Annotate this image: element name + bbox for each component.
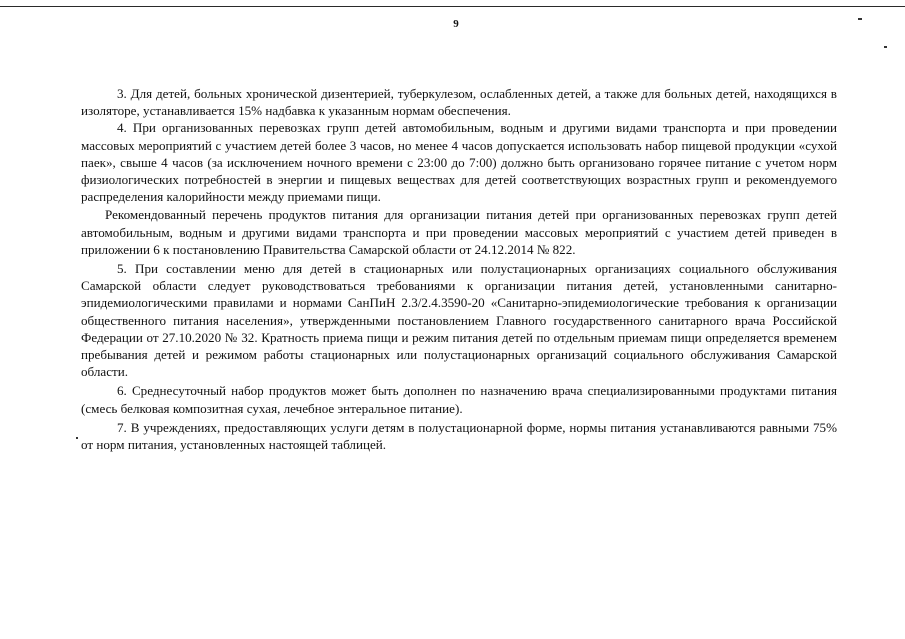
paragraph-recommended-list: Рекомендованный перечень продуктов питания для организации питания детей при организованных перевозках групп детей автомобильным, водным и другими видами транспорта и при проведении массовых мероприятий с участием детей приведен в приложении 6 к постановлению Правительства Самарской области от 24.12.2014 № 822. bbox=[81, 207, 837, 257]
paragraph-6: 6. Среднесуточный набор продуктов может быть дополнен по назначению врача специализированными продуктами питания (смесь белковая композитная сухая, лечебное энтеральное питание). bbox=[81, 383, 837, 416]
paragraph-4: 4. При организованных перевозках групп детей автомобильным, водным и другими видами транспорта и при проведении массовых мероприятий с участием детей более 3 часов, но менее 4 часов допускается использовать набор пищевой продукции «сухой паек», свыше 4 часов (за исключением ночного времени с 23:00 до 7:00) должно быть организовано горячее питание с учетом норм физиологических потребностей в энергии и пищевых веществах для детей соответствующих возрастных групп и рекомендуемого распределения калорийности между приемами пищи. bbox=[81, 120, 837, 205]
paragraph-3: 3. Для детей, больных хронической дизентерией, туберкулезом, ослабленных детей, а также для больных детей, находящихся в изоляторе, устанавливается 15% надбавка к указанным нормам обеспечения. bbox=[81, 86, 837, 119]
scan-speck bbox=[76, 437, 78, 439]
paragraph-5: 5. При составлении меню для детей в стационарных или полустационарных организациях социального обслуживания Самарской области следует руководствоваться требованиями к организации питания детей, установленными санитарно-эпидемиологическими правилами и нормами СанПиН 2.3/2.4.3590-20 «Санитарно-эпидемиологические требования к организации общественного питания населения», утвержденными постановлением Главного государственного санитарного врача Российской Федерации от 27.10.2020 № 32. Кратность приема пищи и режим питания детей по отдельным приемам пищи определяется временем пребывания детей и режимом работы стационарных или полустационарных организаций социального обслуживания Самарской области. bbox=[81, 261, 837, 380]
document-body bbox=[81, 85, 837, 453]
paragraph-7: 7. В учреждениях, предоставляющих услуги детям в полустационарной форме, нормы питания устанавливаются равными 75% от норм питания, установленных настоящей таблицей. bbox=[81, 419, 837, 453]
page-number: 9 bbox=[453, 18, 459, 30]
page-top-edge-line bbox=[0, 6, 905, 7]
scan-speck bbox=[858, 18, 862, 20]
scan-speck bbox=[884, 46, 887, 48]
